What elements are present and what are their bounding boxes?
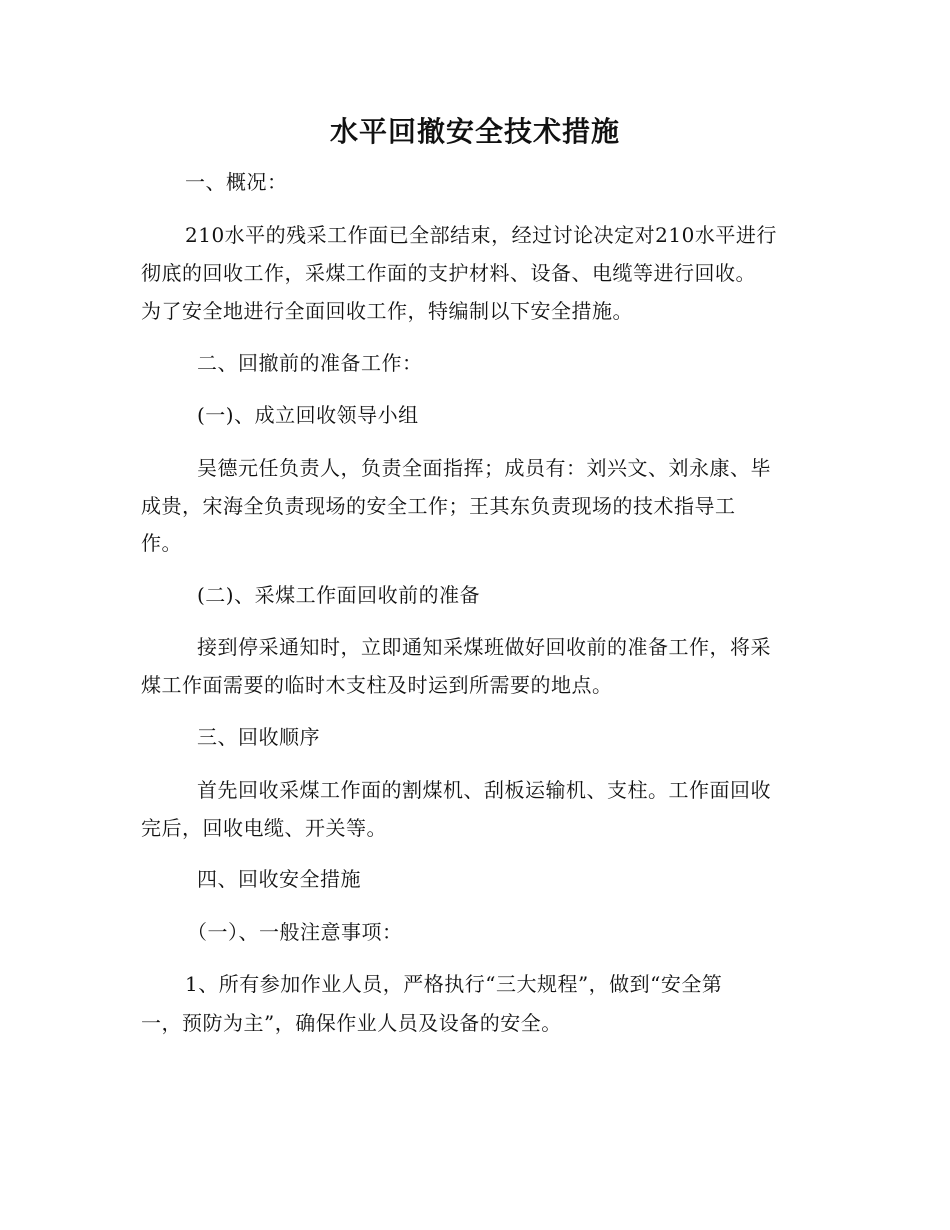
- section-heading-preparation: 二、回撤前的准备工作：: [197, 351, 423, 375]
- paragraph-line: 接到停采通知时，立即通知采煤班做好回收前的准备工作，将采: [197, 635, 771, 659]
- paragraph-line: 煤工作面需要的临时木支柱及时运到所需要的地点。: [141, 673, 613, 697]
- paragraph-line: 为了安全地进行全面回收工作，特编制以下安全措施。: [141, 299, 633, 323]
- subsection-heading-face-preparation: (二)、采煤工作面回收前的准备: [197, 583, 481, 607]
- paragraph-line: 吴德元任负责人，负责全面指挥；成员有：刘兴文、刘永康、毕: [197, 456, 771, 480]
- section-heading-overview: 一、概况：: [185, 170, 288, 194]
- paragraph-line: 1、所有参加作业人员，严格执行“三大规程”，做到“安全第: [185, 972, 723, 996]
- document-title: 水平回撤安全技术措施: [329, 115, 620, 148]
- section-heading-safety-measures: 四、回收安全措施: [197, 867, 361, 891]
- paragraph-line: 完后，回收电缆、开关等。: [141, 816, 387, 840]
- section-heading-sequence: 三、回收顺序: [197, 725, 320, 749]
- paragraph-line: 作。: [141, 531, 182, 555]
- paragraph-line: 成贵，宋海全负责现场的安全工作；王其东负责现场的技术指导工: [141, 494, 736, 518]
- paragraph-line: 首先回收采煤工作面的割煤机、刮板运输机、支柱。工作面回收: [197, 778, 771, 802]
- paragraph-line: 210水平的残采工作面已全部结束，经过讨论决定对210水平进行: [185, 223, 777, 247]
- subsection-heading-general-notes: （一）、一般注意事项：: [187, 920, 403, 944]
- paragraph-line: 一，预防为主”，确保作业人员及设备的安全。: [141, 1011, 562, 1035]
- paragraph-line: 彻底的回收工作，采煤工作面的支护材料、设备、电缆等进行回收。: [141, 261, 756, 285]
- subsection-heading-leadership: (一)、成立回收领导小组: [197, 403, 419, 427]
